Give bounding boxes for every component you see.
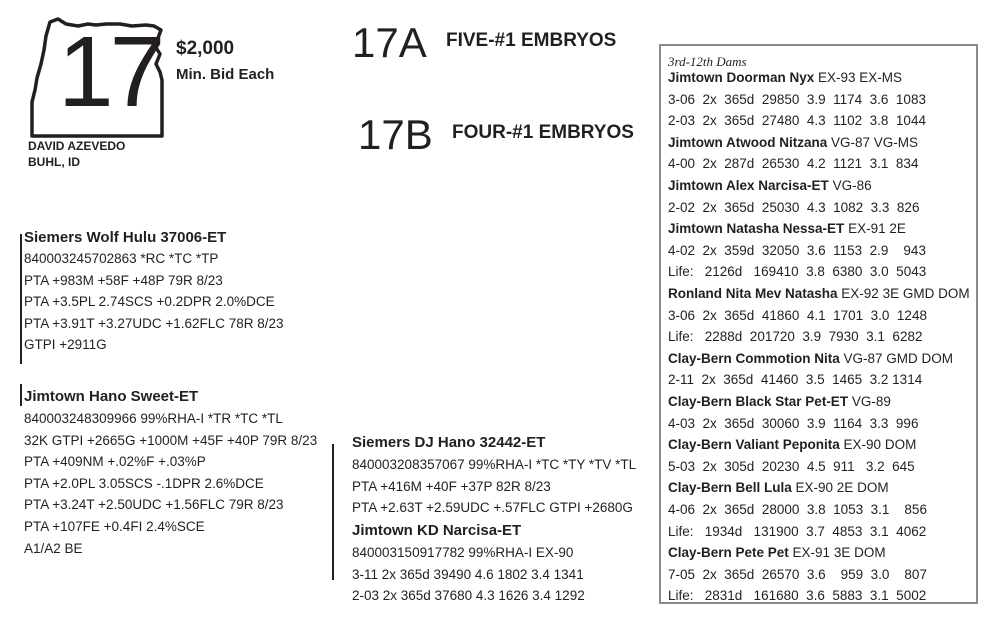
price: $2,000 [176,38,235,59]
pedigree-dam-name: Clay-Bern Valiant Peponita [668,437,840,453]
pedigree-record: 4-02 2x 359d 32050 3.6 1153 2.9 943 [668,242,926,258]
dam-line: A1/A2 BE [24,540,83,556]
dam-sire-line: 840003208357067 99%RHA-I *TC *TY *TV *TL [352,457,637,472]
pedigree-dam-classification: VG-86 [828,178,872,193]
dam-sire-line: PTA +2.63T +2.59UDC +.57FLC GTPI +2680G [352,500,633,516]
dam-line: PTA +107FE +0.4FI 2.4%SCE [24,518,205,534]
dam-line: 840003248309966 99%RHA-I *TR *TC *TL [24,411,283,426]
pedigree-dam-name: Jimtown Alex Narcisa-ET [668,178,829,193]
pedigree-record: 3-06 2x 365d 41860 4.1 1701 3.0 1248 [668,307,927,323]
sire-line: 840003245702863 *RC *TC *TP [24,251,219,266]
consignor-location: BUHL, ID [28,155,80,169]
pedigree-record: 5-03 2x 305d 20230 4.5 911 3.2 645 [668,458,915,474]
pedigree-dam-name: Jimtown Natasha Nessa-ET [668,221,845,237]
pedigree-dam-row [668,480,889,495]
dam-name: Jimtown Hano Sweet-ET [24,388,199,405]
pedigree-dam-row [668,178,872,193]
sire-line: PTA +3.5PL 2.74SCS +0.2DPR 2.0%DCE [24,294,275,310]
pedigree-dam-row [668,286,970,301]
granddam-line: 2-03 2x 365d 37680 4.3 1626 3.4 1292 [352,588,585,604]
pedigree-dam-classification: VG-87 GMD DOM [839,350,954,366]
sublot-a-code: 17A [352,19,427,66]
pedigree-dam-row [668,351,953,366]
min-bid-label: Min. Bid Each [176,66,275,83]
pedigree-dam-row [668,545,886,560]
maternal-bracket [332,444,334,580]
lot-number: 17 [58,16,162,128]
granddam-details [352,542,585,607]
consignor-name: DAVID AZEVEDO [28,139,126,153]
pedigree-record: 7-05 2x 365d 26570 3.6 959 3.0 807 [668,566,927,582]
pedigree-record: 2-03 2x 365d 27480 4.3 1102 3.8 1044 [668,113,926,129]
pedigree-dam-name: Jimtown Atwood Nitzana [668,134,828,150]
sublot-b-desc: FOUR-#1 EMBRYOS [452,122,634,143]
pedigree-record: Life: 2831d 161680 3.6 5883 3.1 5002 [668,588,927,604]
pedigree-dam-classification: EX-90 2E DOM [791,480,889,496]
sire-details [24,248,284,356]
pedigree-dam-classification: EX-92 3E GMD DOM [837,286,970,301]
pedigree-record: Life: 1934d 131900 3.7 4853 3.1 4062 [668,523,927,539]
consignor [28,138,125,170]
pedigree-dam-classification: EX-90 DOM [839,437,917,453]
sire-line: GTPI +2911G [24,337,107,353]
dam-bracket [20,384,22,406]
dam-line: PTA +3.24T +2.50UDC +1.56FLC 79R 8/23 [24,497,284,513]
pedigree-dam-name: Clay-Bern Commotion Nita [668,350,840,366]
sublot-b-code: 17B [358,111,433,158]
dam-line: 32K GTPI +2665G +1000M +45F +40P 79R 8/23 [24,432,318,448]
pedigree-record: 4-06 2x 365d 28000 3.8 1053 3.1 856 [668,502,927,517]
sire-line: PTA +983M +58F +48P 79R 8/23 [24,272,223,288]
pedigree-record: 4-00 2x 287d 26530 4.2 1121 3.1 834 [668,156,919,172]
pedigree-dam-classification: EX-91 2E [844,221,906,237]
pedigree-dam-name: Clay-Bern Bell Lula [668,480,792,496]
dam-line: PTA +2.0PL 3.05SCS -.1DPR 2.6%DCE [24,475,264,491]
pedigree-dam-row [668,394,891,409]
pedigree-record: 4-03 2x 365d 30060 3.9 1164 3.3 996 [668,415,919,431]
pedigree-dam-name: Clay-Bern Pete Pet [668,545,789,561]
pedigree-dam-classification: EX-93 EX-MS [814,70,903,85]
sublot-a-desc: FIVE-#1 EMBRYOS [446,30,617,51]
pedigree-record: Life: 2288d 201720 3.9 7930 3.1 6282 [668,329,923,345]
pedigree-dam-row [668,437,916,452]
dam-sire-details [352,454,636,519]
pedigree-dam-name: Clay-Bern Black Star Pet-ET [668,394,849,409]
pedigree-dam-classification: EX-91 3E DOM [788,545,886,561]
pedigree-dam-row [668,135,918,150]
dam-details [24,408,317,559]
pedigree-dam-row [668,70,902,85]
granddam-line: 3-11 2x 365d 39490 4.6 1802 3.4 1341 [352,566,584,582]
pedigree-record: 3-06 2x 365d 29850 3.9 1174 3.6 1083 [668,91,926,107]
pedigree-record: 2-11 2x 365d 41460 3.5 1465 3.2 1314 [668,372,923,388]
sire-bracket [20,234,22,364]
dam-line: PTA +409NM +.02%F +.03%P [24,454,206,470]
pedigree-dam-row [668,221,906,236]
dam-sire-line: PTA +416M +40F +37P 82R 8/23 [352,478,551,494]
pedigree-dam-classification: VG-87 VG-MS [827,134,919,150]
pedigree-dam-classification: VG-89 [848,394,891,409]
pedigree-dam-name: Ronland Nita Mev Natasha [668,286,838,301]
pedigree-record: 2-02 2x 365d 25030 4.3 1082 3.3 826 [668,199,920,215]
pedigree-heading: 3rd-12th Dams [668,54,747,69]
granddam-line: 840003150917782 99%RHA-I EX-90 [352,545,574,560]
sire-line: PTA +3.91T +3.27UDC +1.62FLC 78R 8/23 [24,315,284,331]
granddam-name: Jimtown KD Narcisa-ET [352,522,522,539]
sire-name: Siemers Wolf Hulu 37006-ET [24,229,227,246]
dam-sire-name: Siemers DJ Hano 32442-ET [352,434,546,451]
pedigree-record: Life: 2126d 169410 3.8 6380 3.0 5043 [668,264,927,280]
pedigree-dam-name: Jimtown Doorman Nyx [668,70,815,85]
